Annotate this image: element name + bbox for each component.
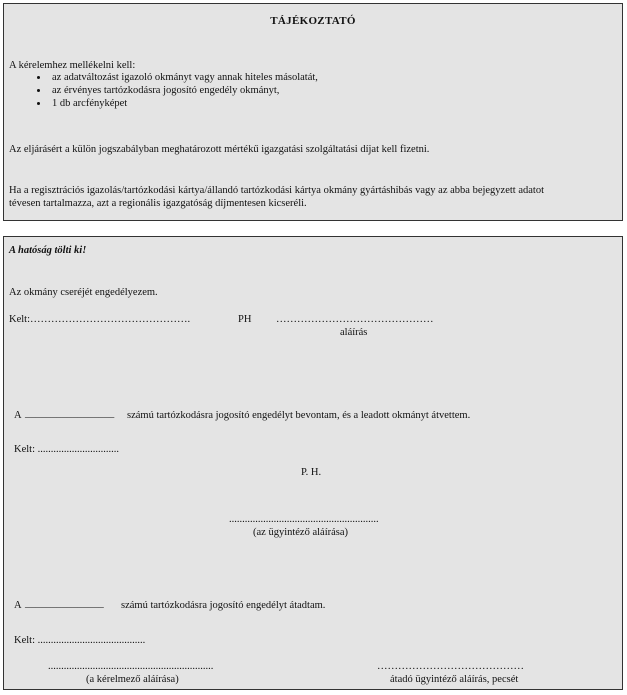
- handover-number-blank: _______________: [25, 598, 104, 609]
- kelt-field-3: Kelt: .........................................: [14, 635, 146, 646]
- signature-dots-2: .........................................................: [229, 514, 379, 525]
- bullet-icon: [37, 89, 40, 92]
- info-item-3: 1 db arcfényképet: [52, 98, 128, 109]
- signature-label-1: aláírás: [340, 327, 368, 338]
- info-item-2: az érvényes tartózkodásra jogosító engedély okmányt,: [52, 85, 280, 96]
- revoke-text: számú tartózkodásra jogosító engedélyt bevontam, és a leadott okmányt átvettem.: [127, 410, 471, 421]
- bullet-icon: [37, 102, 40, 105]
- info-fee-text: Az eljárásért a külön jogszabályban meghatározott mértékű igazgatási szolgáltatási díjat kell fizetni.: [9, 144, 430, 155]
- signature-label-2: (az ügyintéző aláírása): [253, 527, 349, 538]
- signature-dots-3: ...............................................................: [48, 661, 214, 672]
- approval-text: Az okmány cseréjét engedélyezem.: [9, 287, 158, 298]
- ph-mark-1: PH: [238, 314, 252, 325]
- ph-mark-2: P. H.: [301, 467, 322, 478]
- revoke-number-blank: _________________: [25, 408, 115, 419]
- authority-heading: A hatóság tölti ki!: [9, 245, 87, 256]
- revoke-a: A: [14, 410, 22, 421]
- handover-a: A: [14, 600, 22, 611]
- signature-label-4: átadó ügyintéző aláírás, pecsét: [390, 674, 519, 685]
- info-defect-line-1: Ha a regisztrációs igazolás/tartózkodási kártya/állandó tartózkodási kártya okmány gyártáshibás vagy az abba bejegyzett adatot: [9, 185, 544, 196]
- bullet-icon: [37, 76, 40, 79]
- signature-label-3: (a kérelmező aláírása): [86, 674, 179, 685]
- authority-box: [3, 236, 623, 690]
- info-defect-line-2: tévesen tartalmazza, azt a regionális igazgatóság díjmentesen kicseréli.: [9, 198, 307, 209]
- info-intro: A kérelemhez mellékelni kell:: [9, 60, 136, 71]
- signature-dots-1: ………………………………………: [276, 314, 434, 325]
- handover-text: számú tartózkodásra jogosító engedélyt átadtam.: [121, 600, 326, 611]
- information-box: [3, 3, 623, 221]
- kelt-field-1: Kelt:……………………………………….: [9, 314, 191, 325]
- kelt-field-2: Kelt: ...............................: [14, 444, 119, 455]
- info-title: TÁJÉKOZTATÓ: [270, 15, 356, 27]
- signature-dots-4: ……………………………………: [377, 661, 524, 672]
- info-item-1: az adatváltozást igazoló okmányt vagy annak hiteles másolatát,: [52, 72, 318, 83]
